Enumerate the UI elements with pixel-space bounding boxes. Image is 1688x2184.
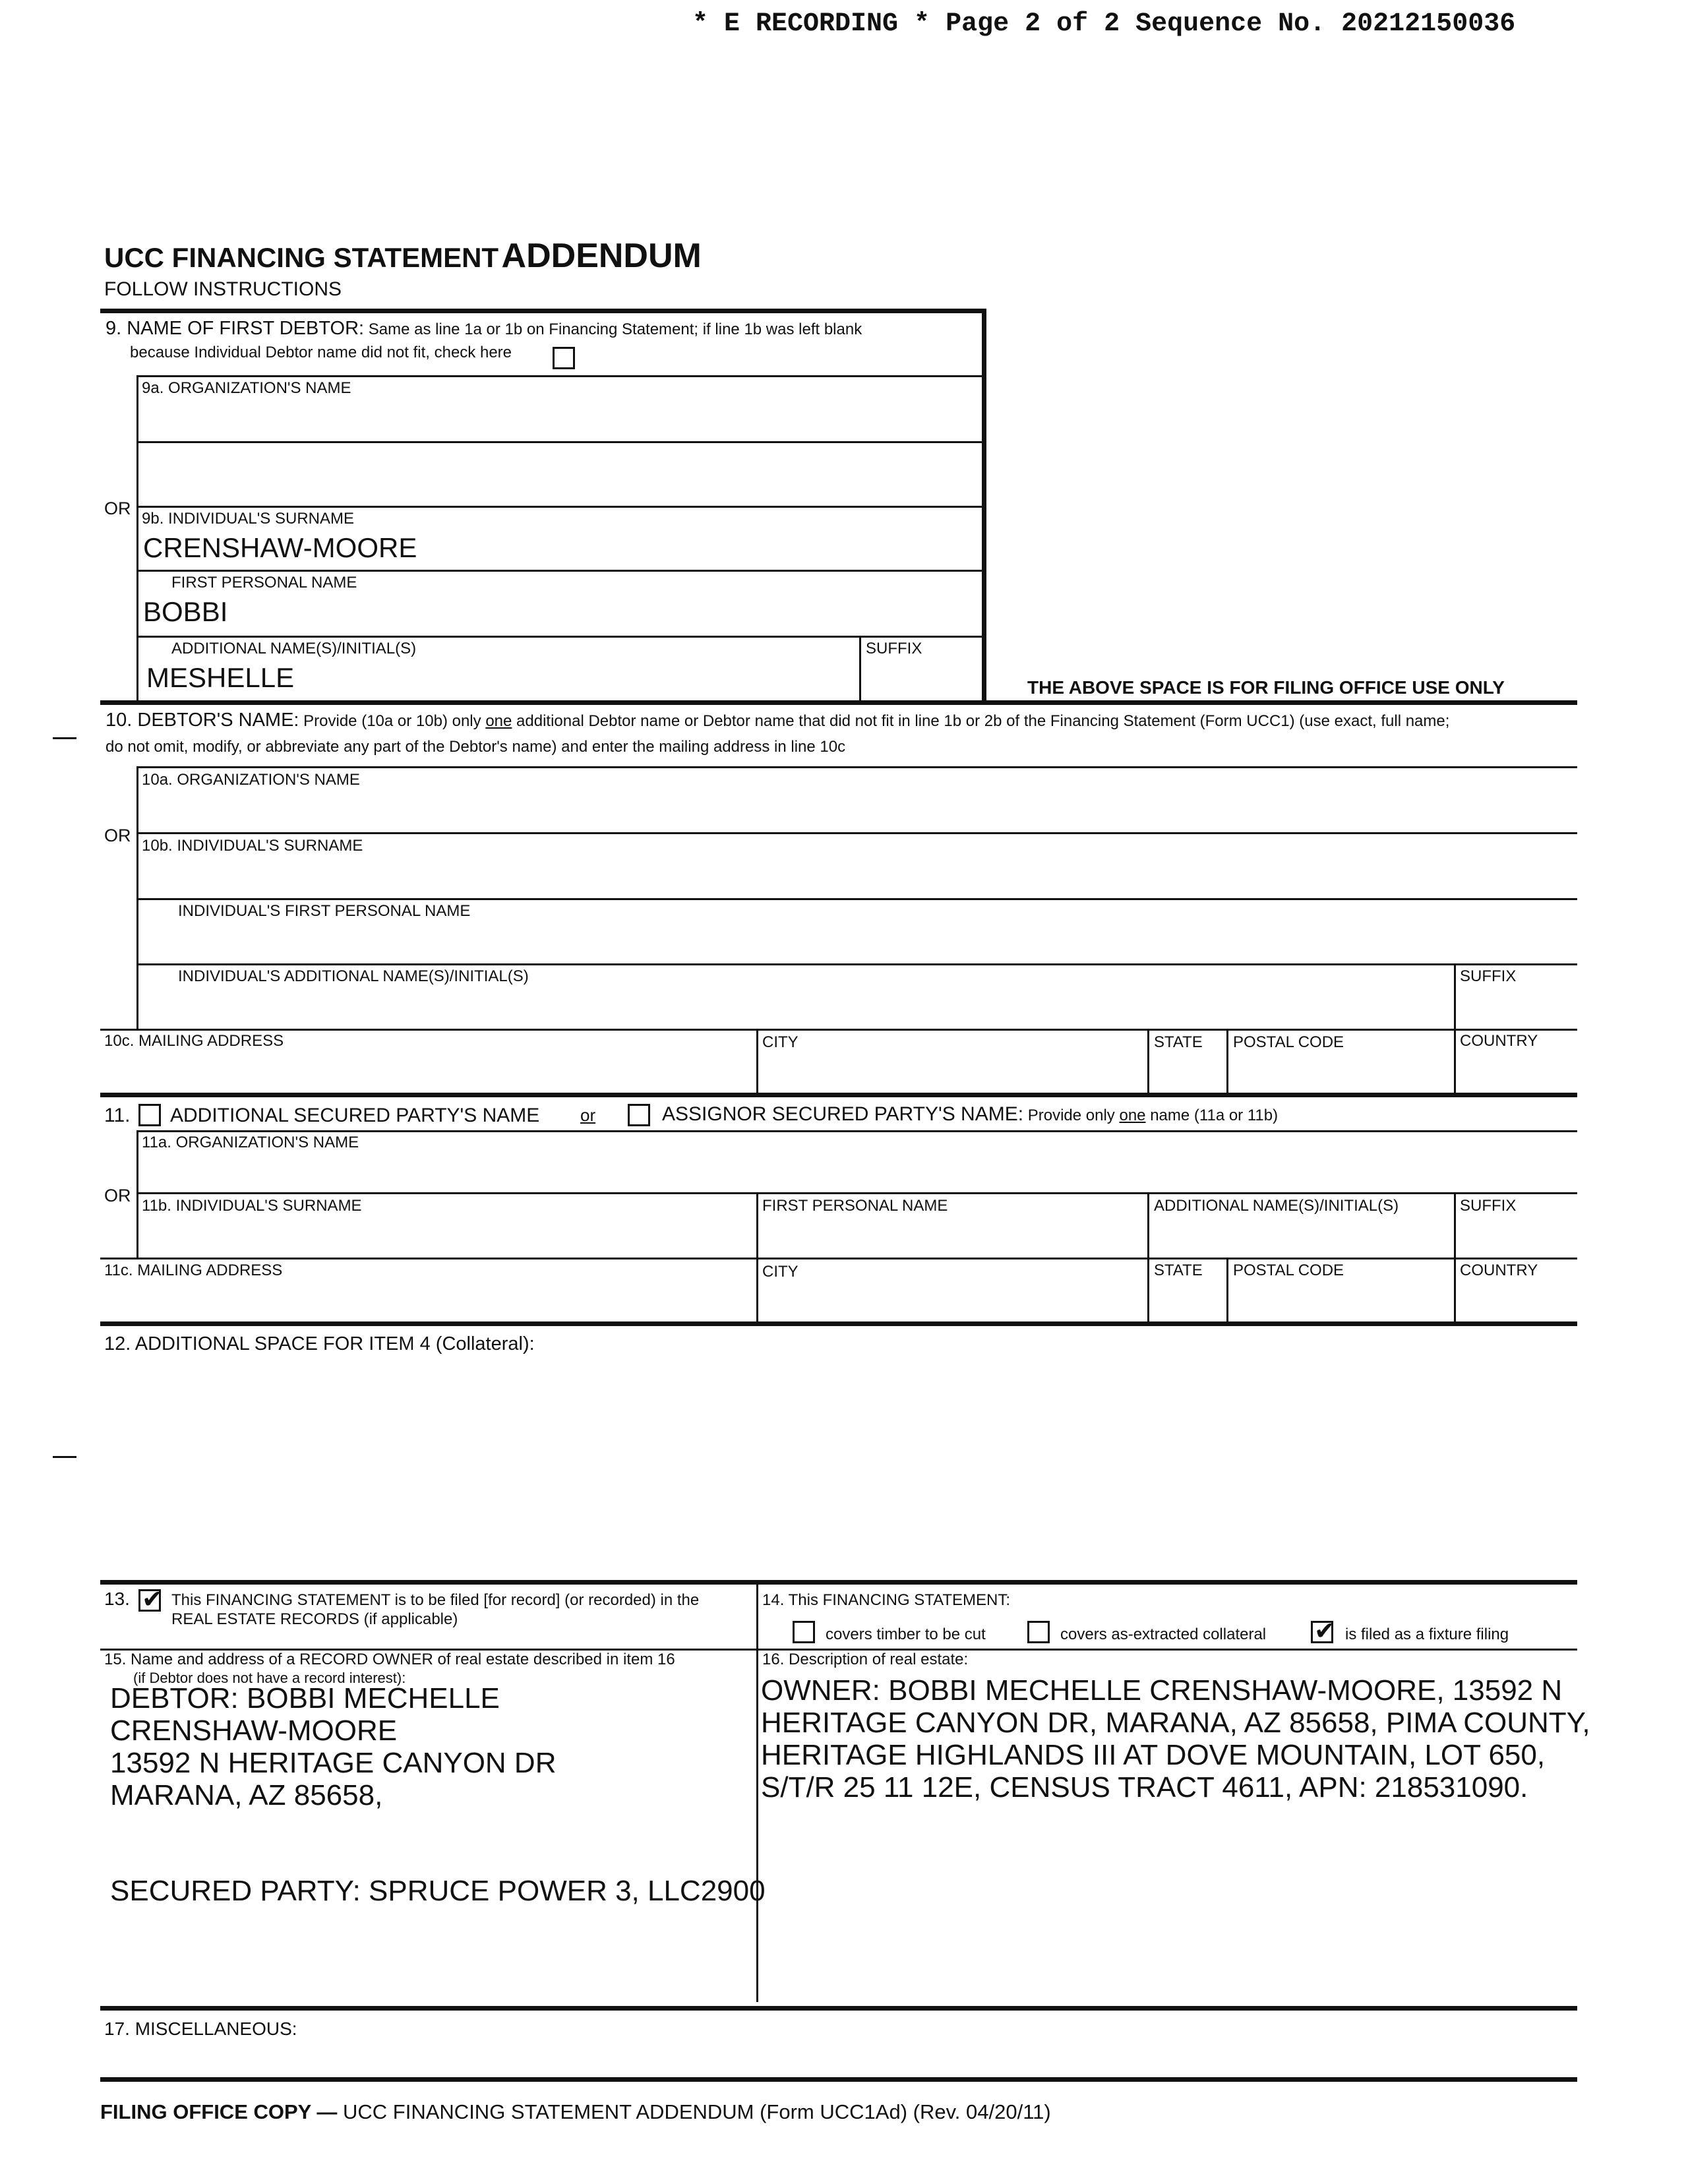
- s9b-surname: CRENSHAW-MOORE: [143, 532, 417, 563]
- s11-top-rule: [100, 1093, 1577, 1097]
- or-label: OR: [104, 826, 131, 845]
- form-title: [104, 236, 702, 276]
- s14-timber-checkbox[interactable]: [793, 1621, 815, 1643]
- s17-label: 17. MISCELLANEOUS:: [104, 2018, 297, 2039]
- s16-description-line-4: S/T/R 25 11 12E, CENSUS TRACT 4611, APN: 218531090.: [761, 1771, 1528, 1804]
- rule: [100, 1029, 1577, 1031]
- check-icon: ✔: [1314, 1616, 1335, 1645]
- s16-description-line-1: OWNER: BOBBI MECHELLE CRENSHAW-MOORE, 13592 N: [761, 1674, 1563, 1707]
- s14-fixture-label: is filed as a fixture filing: [1345, 1625, 1509, 1643]
- rule: [1226, 1029, 1228, 1095]
- rule: [136, 441, 984, 443]
- s10c-label: 10c. MAILING ADDRESS: [104, 1032, 284, 1050]
- s12-label: 12. ADDITIONAL SPACE FOR ITEM 4 (Collateral):: [104, 1333, 535, 1354]
- s10-top-rule: [100, 700, 1577, 705]
- s14-label: 14. This FINANCING STATEMENT:: [762, 1591, 1011, 1609]
- rule: [136, 375, 138, 702]
- s13-line2: REAL ESTATE RECORDS (if applicable): [171, 1610, 458, 1628]
- s11-opt-additional: ADDITIONAL SECURED PARTY'S NAME: [170, 1105, 540, 1126]
- s15-secured-party: SECURED PARTY: SPRUCE POWER 3, LLC2900: [110, 1875, 766, 1907]
- s11-opt-assignor: ASSIGNOR SECURED PARTY'S NAME: Provide only one name (11a or 11b): [662, 1103, 1279, 1125]
- rule: [1226, 1258, 1228, 1323]
- s11-additional-label: ADDITIONAL NAME(S)/INITIAL(S): [1154, 1197, 1399, 1215]
- rule: [136, 636, 984, 638]
- s10-suffix-label: SUFFIX: [1460, 967, 1517, 985]
- rule: [136, 570, 984, 572]
- s11b-label: 11b. INDIVIDUAL'S SURNAME: [142, 1197, 362, 1215]
- s11-postal-label: POSTAL CODE: [1233, 1261, 1344, 1279]
- s17-top-rule: [100, 2006, 1577, 2011]
- s10-title: 10. DEBTOR'S NAME: Provide (10a or 10b) only one additional Debtor name or Debtor name that did not fit in line 1b or 2b of the Financing Statement (Form UCC1) (use exact, full name;: [106, 710, 1450, 731]
- rule: [1454, 1029, 1456, 1095]
- s10-first-label: INDIVIDUAL'S FIRST PERSONAL NAME: [178, 902, 471, 920]
- rule: [136, 1130, 1577, 1132]
- s10-title-line2: do not omit, modify, or abbreviate any part of the Debtor's name) and enter the mailing address in line 10c: [106, 738, 846, 756]
- margin-tick: [53, 1456, 76, 1458]
- s13-checkbox[interactable]: [138, 1585, 163, 1614]
- check-icon: ✔: [142, 1585, 163, 1614]
- rule: [756, 1580, 758, 2002]
- s10-state-label: STATE: [1154, 1033, 1203, 1051]
- s12-top-rule: [100, 1321, 1577, 1326]
- s16-description-line-2: HERITAGE CANYON DR, MARANA, AZ 85658, PIMA COUNTY,: [761, 1707, 1590, 1739]
- rule: [136, 375, 984, 377]
- rule: [100, 1258, 1577, 1259]
- s16-label: 16. Description of real estate:: [762, 1651, 969, 1668]
- s15-owner-line-2: CRENSHAW-MOORE: [110, 1714, 398, 1747]
- s11c-label: 11c. MAILING ADDRESS: [104, 1261, 283, 1279]
- s9-right-rule: [982, 309, 986, 702]
- margin-tick: [53, 737, 76, 739]
- s10b-label: 10b. INDIVIDUAL'S SURNAME: [142, 837, 363, 855]
- s10-additional-label: INDIVIDUAL'S ADDITIONAL NAME(S)/INITIAL(S): [178, 967, 529, 985]
- follow-instructions: FOLLOW INSTRUCTIONS: [104, 278, 342, 300]
- s13-number: 13.: [104, 1589, 130, 1609]
- or-label: OR: [104, 499, 131, 518]
- s14-extracted-checkbox[interactable]: [1027, 1621, 1050, 1643]
- s9-title-line2: because Individual Debtor name did not fit, check here: [130, 344, 512, 361]
- s11-or: or: [580, 1105, 596, 1125]
- rule: [1454, 963, 1456, 1030]
- s11a-label: 11a. ORGANIZATION'S NAME: [142, 1134, 359, 1151]
- s9a-label: 9a. ORGANIZATION'S NAME: [142, 379, 351, 397]
- rule: [756, 1029, 758, 1095]
- s15-sublabel: (if Debtor does not have a record interest):: [133, 1670, 406, 1686]
- s15-owner-line-1: DEBTOR: BOBBI MECHELLE: [110, 1682, 500, 1714]
- form-title-prefix: UCC FINANCING STATEMENT: [104, 242, 499, 273]
- rule: [136, 1192, 1577, 1194]
- s10-country-label: COUNTRY: [1460, 1032, 1538, 1050]
- s9-additional-name: MESHELLE: [146, 662, 295, 693]
- s9-first-name: BOBBI: [143, 596, 228, 627]
- s11-assignor-checkbox[interactable]: [628, 1104, 650, 1126]
- s11-suffix-label: SUFFIX: [1460, 1197, 1517, 1215]
- s11-country-label: COUNTRY: [1460, 1261, 1538, 1279]
- rule: [136, 832, 1577, 834]
- s14-fixture-checkbox[interactable]: [1311, 1616, 1335, 1645]
- s9b-label: 9b. INDIVIDUAL'S SURNAME: [142, 510, 354, 528]
- s9-checkbox[interactable]: [553, 347, 575, 369]
- s10-city-label: CITY: [762, 1033, 799, 1051]
- s11-number: 11.: [104, 1105, 131, 1126]
- s13-top-rule: [100, 1580, 1577, 1585]
- s15-owner-line-3: 13592 N HERITAGE CANYON DR: [110, 1747, 557, 1779]
- s14-timber-label: covers timber to be cut: [826, 1625, 986, 1643]
- s9-additional-label: ADDITIONAL NAME(S)/INITIAL(S): [171, 640, 417, 657]
- s9-top-rule: [100, 309, 986, 313]
- s16-description-line-3: HERITAGE HIGHLANDS III AT DOVE MOUNTAIN, LOT 650,: [761, 1739, 1546, 1771]
- rule: [136, 1130, 138, 1259]
- rule: [136, 898, 1577, 900]
- s9-title: 9. NAME OF FIRST DEBTOR: Same as line 1a or 1b on Financing Statement; if line 1b was left blank: [106, 318, 862, 339]
- s11-additional-checkbox[interactable]: [138, 1104, 161, 1126]
- recording-stamp: * E RECORDING * Page 2 of 2 Sequence No. 20212150036: [692, 9, 1516, 39]
- s11-state-label: STATE: [1154, 1261, 1203, 1279]
- s11-first-label: FIRST PERSONAL NAME: [762, 1197, 948, 1215]
- s11-city-label: CITY: [762, 1263, 799, 1281]
- s10a-label: 10a. ORGANIZATION'S NAME: [142, 771, 360, 789]
- footer: FILING OFFICE COPY — UCC FINANCING STATEMENT ADDENDUM (Form UCC1Ad) (Rev. 04/20/11): [100, 2100, 1051, 2123]
- form-title-emphasis: ADDENDUM: [501, 237, 702, 275]
- rule: [136, 766, 1577, 768]
- s9-first-label: FIRST PERSONAL NAME: [171, 574, 357, 592]
- s9-suffix-label: SUFFIX: [866, 640, 922, 657]
- s17-bottom-rule: [100, 2077, 1577, 2082]
- rule: [136, 963, 1577, 965]
- rule: [136, 506, 984, 508]
- s10-postal-label: POSTAL CODE: [1233, 1033, 1344, 1051]
- s15-owner-line-4: MARANA, AZ 85658,: [110, 1779, 383, 1811]
- rule: [859, 636, 861, 702]
- s15-label: 15. Name and address of a RECORD OWNER of real estate described in item 16: [104, 1651, 675, 1668]
- or-label: OR: [104, 1186, 131, 1205]
- rule: [1147, 1029, 1149, 1095]
- filing-office-note: THE ABOVE SPACE IS FOR FILING OFFICE USE ONLY: [1027, 677, 1505, 698]
- s13-line1: This FINANCING STATEMENT is to be filed [for record] (or recorded) in the: [171, 1591, 700, 1609]
- s14-extracted-label: covers as-extracted collateral: [1060, 1625, 1267, 1643]
